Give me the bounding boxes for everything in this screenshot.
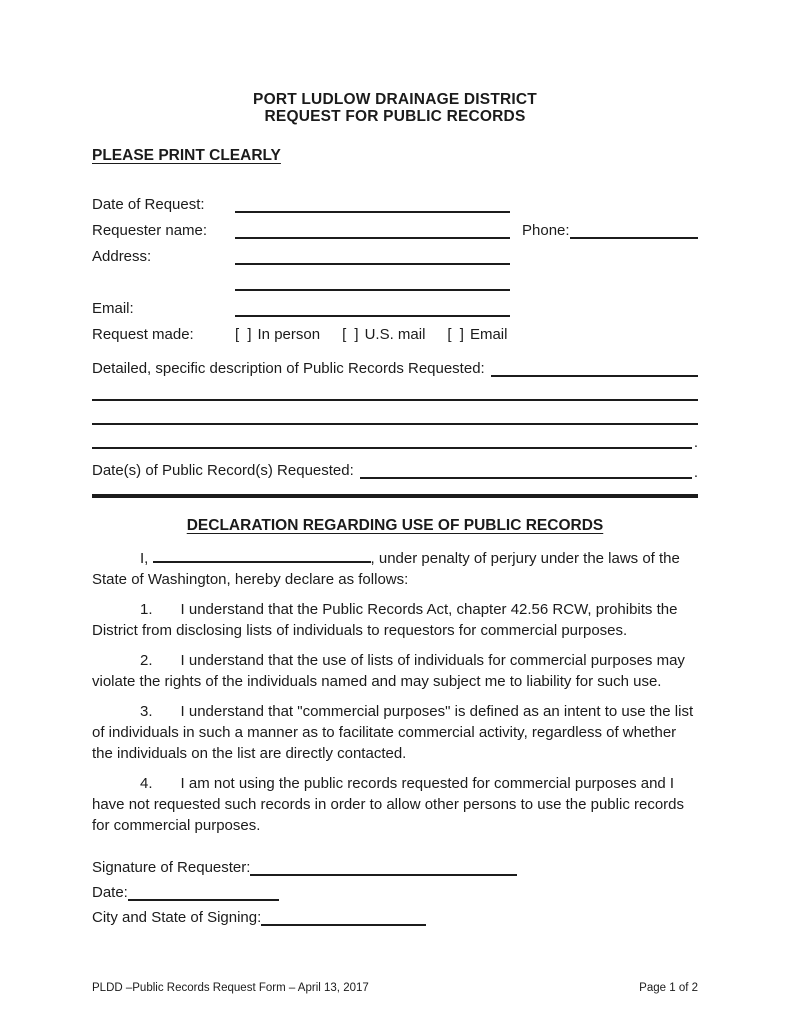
intro-suffix: , under penalty of perjury under the laws of the State of Washington, hereby declare as follows: xyxy=(92,550,680,588)
item-text: I understand that "commercial purposes" is defined as an intent to use the list of individuals in such a manner as to facilitate commercial activity, regardless of whether the individuals on the list are directly contacted. xyxy=(92,703,694,762)
city-state-blank[interactable] xyxy=(261,908,426,926)
signature-date-label: Date: xyxy=(92,884,128,901)
address-label: Address: xyxy=(92,248,152,265)
declaration-item-2 xyxy=(92,650,698,692)
description-trailing-period: . xyxy=(693,434,698,451)
description-line-4 xyxy=(92,425,698,449)
email-blank[interactable] xyxy=(235,297,510,317)
email-row xyxy=(92,291,698,317)
date-of-request-row xyxy=(92,187,698,213)
item-number: 3. xyxy=(140,703,153,720)
date-of-request-blank[interactable] xyxy=(235,193,510,213)
description-row xyxy=(92,353,698,377)
page-footer xyxy=(92,982,698,994)
description-label: Detailed, specific description of Public Records Requested: xyxy=(92,360,485,377)
requester-name-label: Requester name: xyxy=(92,222,208,239)
address-blank-1[interactable] xyxy=(235,245,510,265)
form-title-line2: REQUEST FOR PUBLIC RECORDS xyxy=(264,107,526,125)
city-state-row xyxy=(92,901,698,926)
declaration-item-3 xyxy=(92,701,698,764)
declaration-item-4 xyxy=(92,773,698,836)
item-text: I am not using the public records requested for commercial purposes and I have not requested such records in order to allow other persons to use the public records for commercial purposes. xyxy=(92,775,685,834)
checkbox-box-icon: [ ] xyxy=(235,326,254,343)
declaration-heading: DECLARATION REGARDING USE OF PUBLIC RECORDS xyxy=(186,517,604,534)
description-line-3 xyxy=(92,401,698,425)
address-row xyxy=(92,239,698,265)
requester-name-blank[interactable] xyxy=(235,219,510,239)
signature-label: Signature of Requester: xyxy=(92,859,251,876)
form-title-line1: PORT LUDLOW DRAINAGE DISTRICT xyxy=(253,91,537,108)
checkbox-in-person-label: In person xyxy=(257,326,321,343)
signature-block xyxy=(92,851,698,926)
dates-requested-label: Date(s) of Public Record(s) Requested: xyxy=(92,462,354,479)
page-number: Page 1 of 2 xyxy=(639,982,698,994)
request-made-row xyxy=(92,317,698,343)
declaration-intro xyxy=(92,548,698,590)
address-row-2 xyxy=(92,265,698,291)
request-made-options xyxy=(235,326,507,343)
item-number: 1. xyxy=(140,601,153,618)
print-clearly-heading: PLEASE PRINT CLEARLY xyxy=(92,147,281,164)
checkbox-email[interactable] xyxy=(447,326,507,343)
description-line-2 xyxy=(92,377,698,401)
dates-requested-row xyxy=(92,449,698,479)
intro-prefix: I, xyxy=(140,550,149,567)
checkbox-us-mail[interactable] xyxy=(342,326,425,343)
footer-document-id: PLDD –Public Records Request Form – April 13, 2017 xyxy=(92,982,369,994)
item-number: 2. xyxy=(140,652,153,669)
phone-label: Phone: xyxy=(522,222,570,239)
request-made-label: Request made: xyxy=(92,326,194,343)
item-text: I understand that the Public Records Act, chapter 42.56 RCW, prohibits the District from disclosing lists of individuals to requestors for commercial purposes. xyxy=(92,601,678,639)
date-of-request-label: Date of Request: xyxy=(92,196,205,213)
item-number: 4. xyxy=(140,775,153,792)
checkbox-box-icon: [ ] xyxy=(447,326,466,343)
dates-trailing-period: . xyxy=(693,464,698,481)
email-label: Email: xyxy=(92,300,134,317)
checkbox-box-icon: [ ] xyxy=(342,326,361,343)
address-blank-2[interactable] xyxy=(235,271,510,291)
dates-requested-blank[interactable] xyxy=(360,459,692,479)
city-state-label: City and State of Signing: xyxy=(92,909,262,926)
requester-name-row xyxy=(92,213,698,239)
checkbox-in-person[interactable] xyxy=(235,326,320,343)
description-blank-1[interactable] xyxy=(491,357,698,377)
phone-blank[interactable] xyxy=(570,219,698,239)
request-fields xyxy=(92,187,698,343)
description-blank-4[interactable] xyxy=(92,429,692,449)
form-title xyxy=(92,92,698,125)
description-blank-2[interactable] xyxy=(92,381,698,401)
section-divider xyxy=(92,494,698,498)
signature-date-blank[interactable] xyxy=(128,883,279,901)
signature-blank[interactable] xyxy=(250,858,517,876)
signature-row xyxy=(92,851,698,876)
declaration-item-1 xyxy=(92,599,698,641)
checkbox-email-label: Email xyxy=(469,326,508,343)
item-text: I understand that the use of lists of individuals for commercial purposes may violate the rights of the individuals named and may subject me to liability for such use. xyxy=(92,652,685,690)
signature-date-row xyxy=(92,876,698,901)
checkbox-us-mail-label: U.S. mail xyxy=(364,326,426,343)
declarant-name-blank[interactable] xyxy=(153,559,371,563)
description-blank-3[interactable] xyxy=(92,405,698,425)
